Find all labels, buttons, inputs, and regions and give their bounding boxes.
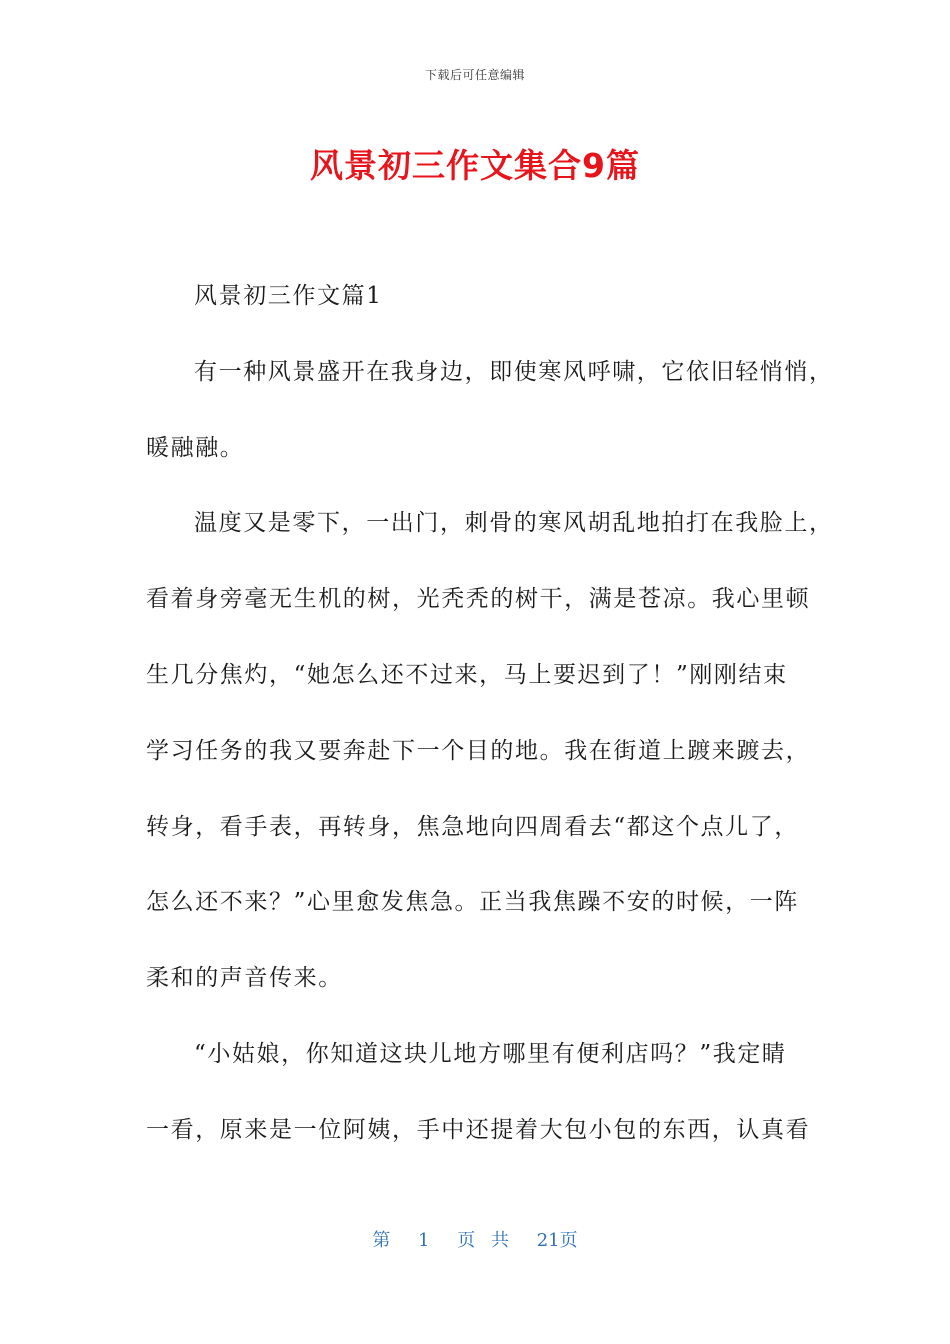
paragraph-line: 看着身旁毫无生机的树，光秃秃的树干，满是苍凉。我心里顿 (146, 586, 811, 613)
page-footer (0, 1226, 950, 1252)
paragraph-line: 暖融融。 (146, 434, 245, 461)
paragraph-line: 转身，看手表，再转身，焦急地向四周看去“都这个点儿了， (146, 813, 799, 840)
document-body (146, 272, 834, 1182)
paragraph-line: 一看，原来是一位阿姨，手中还提着大包小包的东西，认真看 (146, 1116, 811, 1143)
footer-prefix: 第 (372, 1230, 391, 1251)
section-heading: 风景初三作文篇1 (194, 283, 383, 309)
document-title: 风景初三作文集合9篇 (310, 146, 640, 185)
paragraph-line: 温度又是零下，一出门，刺骨的寒风胡乱地拍打在我脸上， (194, 510, 834, 537)
paragraph-line: 柔和的声音传来。 (146, 965, 343, 992)
footer-middle: 页 共 (457, 1230, 509, 1251)
paragraph-line: 有一种风景盛开在我身边，即使寒风呼啸，它依旧轻悄悄， (194, 358, 834, 385)
page-number: 1 (418, 1230, 430, 1251)
paragraph-line: 学习任务的我又要奔赴下一个目的地。我在街道上踱来踱去， (146, 737, 811, 764)
paragraph-line: 怎么还不来？”心里愈发焦急。正当我焦躁不安的时候，一阵 (146, 889, 799, 916)
header-note: 下载后可任意编辑 (424, 68, 525, 82)
page-total: 21页 (536, 1230, 578, 1251)
paragraph-line: “小姑娘，你知道这块儿地方哪里有便利店吗？”我定睛 (194, 1040, 787, 1067)
paragraph-line: 生几分焦灼，“她怎么还不过来，马上要迟到了！”刚刚结束 (146, 661, 788, 688)
